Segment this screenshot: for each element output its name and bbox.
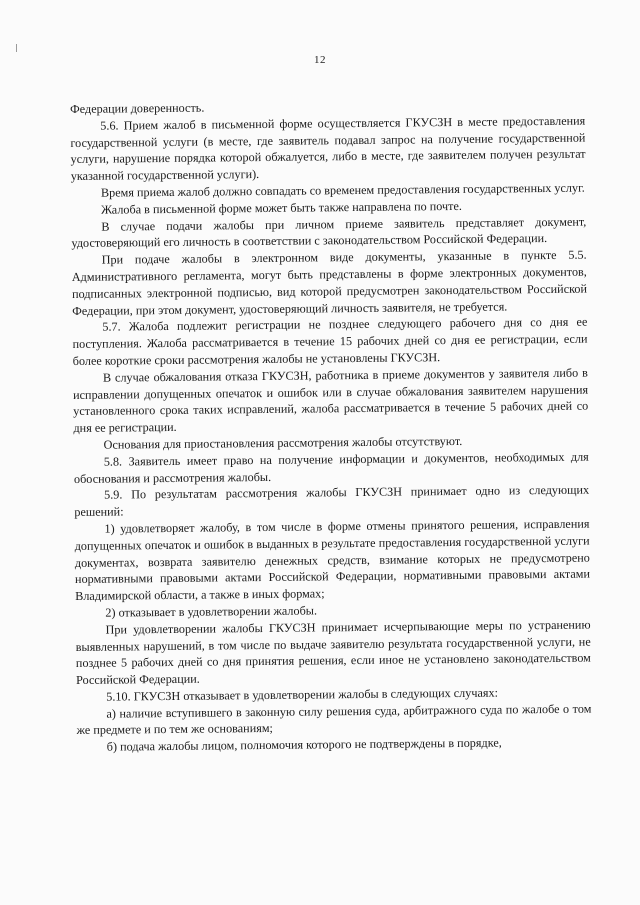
- paragraph-no-suspension: Основания для приостановления рассмотрения жалобы отсутствуют.: [103, 433, 463, 452]
- paragraph-electronic-submission: При подаче жалобы в электронном виде документы, указанные в пункте 5.5. Административного регламента, могут быть представлены в форме электронных документов, подписанных электронной подписью, вид которой предусмотрен законодательством Российской Федерации, при этом документ, удостоверяющий личность заявителя, не требуется.: [71, 247, 588, 318]
- paragraph-reception-time: Время приема жалоб должно совпадать со временем предоставления государственных услуг.: [100, 180, 585, 200]
- list-item-b: б) подача жалобы лицом, полномочия которого не подтверждены в порядке,: [106, 735, 502, 754]
- paragraph-5-7: 5.7. Жалоба подлежит регистрации не позднее следующего рабочего дня со дня ее поступления. Жалоба рассматривается в течение 15 рабочих дней со дня ее регистрации, если более короткие сроки рассмотрения жалобы не установлены ГКУСЗН.: [72, 314, 588, 368]
- paragraph-5-9: 5.9. По результатам рассмотрения жалобы ГКУСЗН принимает одно из следующих решений:: [74, 482, 590, 520]
- paragraph-personal-reception: В случае подачи жалобы при личном приеме заявитель представляет документ, удостоверяющий его личность в соответствии с законодательством Российской Федерации.: [71, 214, 587, 251]
- document-body: [70, 96, 592, 756]
- list-item-a: а) наличие вступившего в законную силу решения суда, арбитражного суда по жалобе о том же предмете и по тем же основаниям;: [76, 701, 592, 738]
- paragraph-continuation: Федерации доверенность.: [70, 100, 205, 116]
- paragraph-5-6: 5.6. Прием жалоб в письменной форме осуществляется ГКУСЗН в месте предоставления государственной услуги (в месте, где заявитель подавал запрос на получение государственной услуги, нарушение порядка которой обжалуется, либо в месте, где заявителем получен результат указанной государственной услуги).: [70, 113, 586, 184]
- margin-mark: [16, 44, 17, 52]
- paragraph-5-8: 5.8. Заявитель имеет право на получение информации и документов, необходимых для обоснования и рассмотрения жалобы.: [73, 449, 589, 486]
- list-item-1: 1) удовлетворяет жалобу, в том числе в форме отмены принятого решения, исправления допущенных опечаток и ошибок в выданных в результате предоставления государственной услуги документах, возврата заявителю денежных средств, взимание которых не предусмотрено нормативными правовыми актами Российской Федерации, нормативными правовыми актами Владимирской области, а также в иных формах;: [74, 516, 591, 604]
- list-item-2: 2) отказывает в удовлетворении жалобы.: [105, 603, 318, 620]
- paragraph-satisfaction-measures: При удовлетворении жалобы ГКУСЗН принимает исчерпывающие меры по устранению выявленных нарушений, в том числе по выдаче заявителю результата государственной услуги, не позднее 5 рабочих дней со дня принятия решения, если иное не установлено законодательством Российской Федерации.: [75, 617, 591, 688]
- paragraph-by-mail: Жалоба в письменной форме может быть также направлена по почте.: [101, 198, 463, 217]
- paragraph-5-10: 5.10. ГКУСЗН отказывает в удовлетворении жалобы в следующих случаях:: [106, 685, 499, 704]
- paragraph-refusal-appeal: В случае обжалования отказа ГКУСЗН, работника в приеме документов у заявителя либо в исправлении допущенных опечаток и ошибок или в случае обжалования заявителем нарушения установленного срока таких исправлений, жалоба рассматривается в течение 5 рабочих дней со дня ее регистрации.: [73, 365, 589, 436]
- page-number: 12: [314, 54, 326, 66]
